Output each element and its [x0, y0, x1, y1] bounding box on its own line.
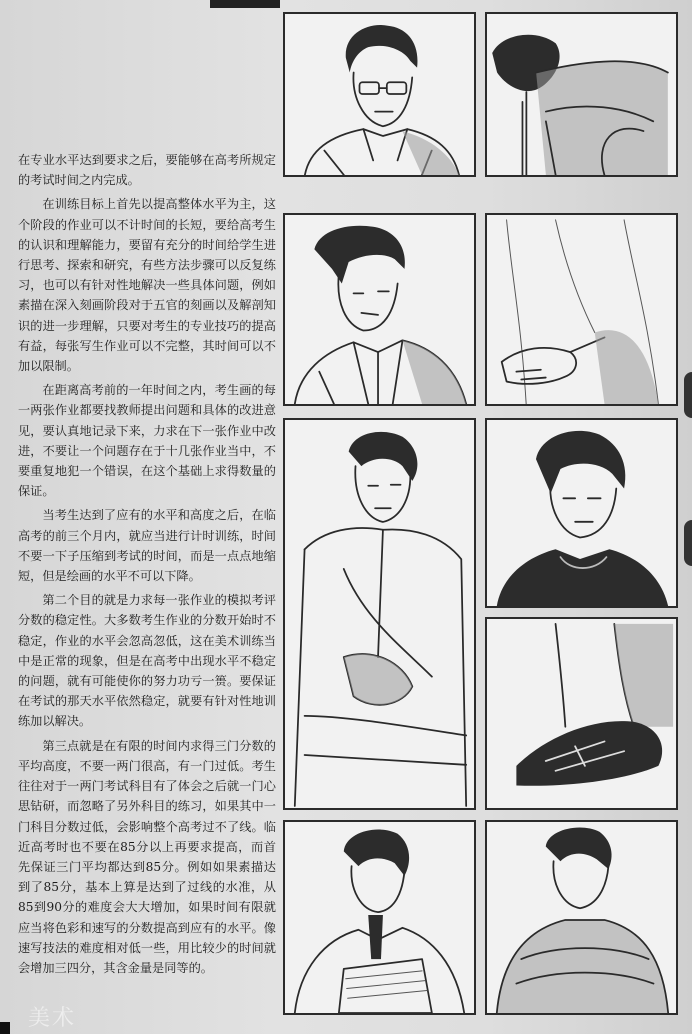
page-tab-marker: [684, 520, 692, 566]
sketch-figure-reading: [283, 820, 476, 1015]
sketch-figure-leaning: [485, 12, 678, 177]
sketch-young-man-sweater: [485, 418, 678, 608]
watermark: 美术: [28, 1006, 77, 1031]
sketch-shoe-study: [485, 617, 678, 810]
sketch-hand-study: [485, 213, 678, 406]
paragraph-4: 当考生达到了应有的水平和高度之后，在临高考的前三个月内，就应当进行计时训练，时间不要一下子压缩到考试的时间，而是一点点地缩短，但是绘画的水平不可以下降。: [18, 508, 276, 584]
sketch-seated-figure: [283, 418, 476, 810]
page-tab-marker: [684, 372, 692, 418]
paragraph-2: 在训练目标上首先以提高整体水平为主，这个阶段的作业可以不计时间的长短，要给高考生的认识和理解能力，要留有充分的时间给学生进行思考、探索和研究，有些方法步骤可以反复练习，也可以有针对性地解决一些具体问题，例如素描在深入刻画阶段对于五官的刻画以及解剖知识的进一步理解，只要对考生的专业技巧的提高有益，每张写生作业可以不完整，其时间可以不加以限制。: [18, 197, 276, 374]
body-text-column: [18, 150, 276, 982]
top-edge-mark: [210, 0, 280, 8]
paragraph-5: 第二个目的就是力求每一张作业的模拟考评分数的稳定性。大多数考生作业的分数开始时不稳定，作业的水平会忽高忽低，这在美术训练当中是正常的现象，但是在高考中出现水平不稳定的问题，就有可能使你的努力功亏一篑。要保证在考试的那天水平依然稳定，就要有针对性地训练加以解决。: [18, 593, 276, 729]
page-corner-mark: [0, 1022, 10, 1034]
sketch-figure-arms-crossed: [485, 820, 678, 1015]
sketch-young-man-glasses: [283, 12, 476, 177]
paragraph-6: 第三点就是在有限的时间内求得三门分数的平均高度，不要一两门很高，有一门过低。考生往往对于一两门考试科目有了体会之后就一门心思钻研，而忽略了另外科目的练习，如果其中一门科目分数过低，会影响整个高考过不了线。临近高考时也不要在85分以上再要求提高，而首先保证三门平均都达到85分。例如如果素描达到了85分，基本上算是达到了过线的水准，从85到90分的难度会大大增加，如果时间有限就应当将色彩和速写的分数提高到应有的水平。像速写技法的难度相对低一些，用比较少的时间就会增加三四分，其含金量是同等的。: [18, 738, 276, 975]
paragraph-3: 在距离高考前的一年时间之内，考生画的每一两张作业都要找教师提出问题和具体的改进意见，要认真地记录下来，力求在下一张作业中改进，不要让一个问题存在于十几张作业当中，不要重复地犯一个错误，在这个基础上求得数量的保证。: [18, 383, 276, 499]
paragraph-1: 在专业水平达到要求之后，要能够在高考所规定的考试时间之内完成。: [18, 153, 276, 188]
sketch-young-man-jacket: [283, 213, 476, 406]
